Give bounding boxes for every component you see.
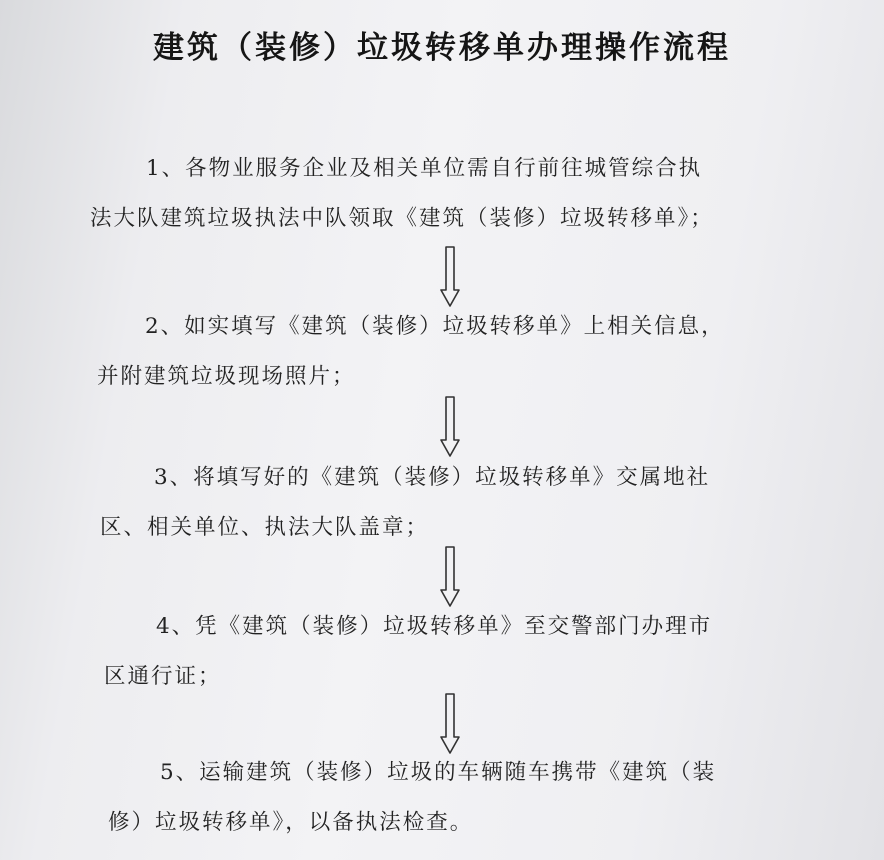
step-1-line-1: 1、各物业服务企业及相关单位需自行前往城管综合执 (146, 156, 703, 181)
step-3 (100, 453, 820, 553)
down-arrow-icon (439, 246, 461, 308)
down-arrow-icon (439, 396, 461, 458)
step-4-line-2: 区通行证； (104, 664, 222, 689)
step-3-line-2: 区、相关单位、执法大队盖章； (100, 515, 430, 540)
step-3-line-1: 3、将填写好的《建筑（装修）垃圾转移单》交属地社 (154, 465, 711, 490)
down-arrow-icon (439, 546, 461, 608)
down-arrow-icon (439, 693, 461, 755)
step-4-line-1: 4、凭《建筑（装修）垃圾转移单》至交警部门办理市 (156, 614, 713, 639)
step-2-line-1: 2、如实填写《建筑（装修）垃圾转移单》上相关信息， (145, 314, 725, 339)
step-5 (108, 748, 828, 848)
step-2 (97, 302, 817, 402)
step-2-line-2: 并附建筑垃圾现场照片； (97, 364, 356, 389)
document-title: 建筑（装修）垃圾转移单办理操作流程 (153, 30, 731, 66)
step-5-line-1: 5、运输建筑（装修）垃圾的车辆随车携带《建筑（装 (160, 760, 717, 785)
step-1 (90, 144, 810, 244)
step-4 (104, 602, 824, 702)
step-1-line-2: 法大队建筑垃圾执法中队领取《建筑（装修）垃圾转移单》； (90, 206, 714, 231)
step-5-line-2: 修）垃圾转移单》，以备执法检查。 (108, 810, 474, 835)
